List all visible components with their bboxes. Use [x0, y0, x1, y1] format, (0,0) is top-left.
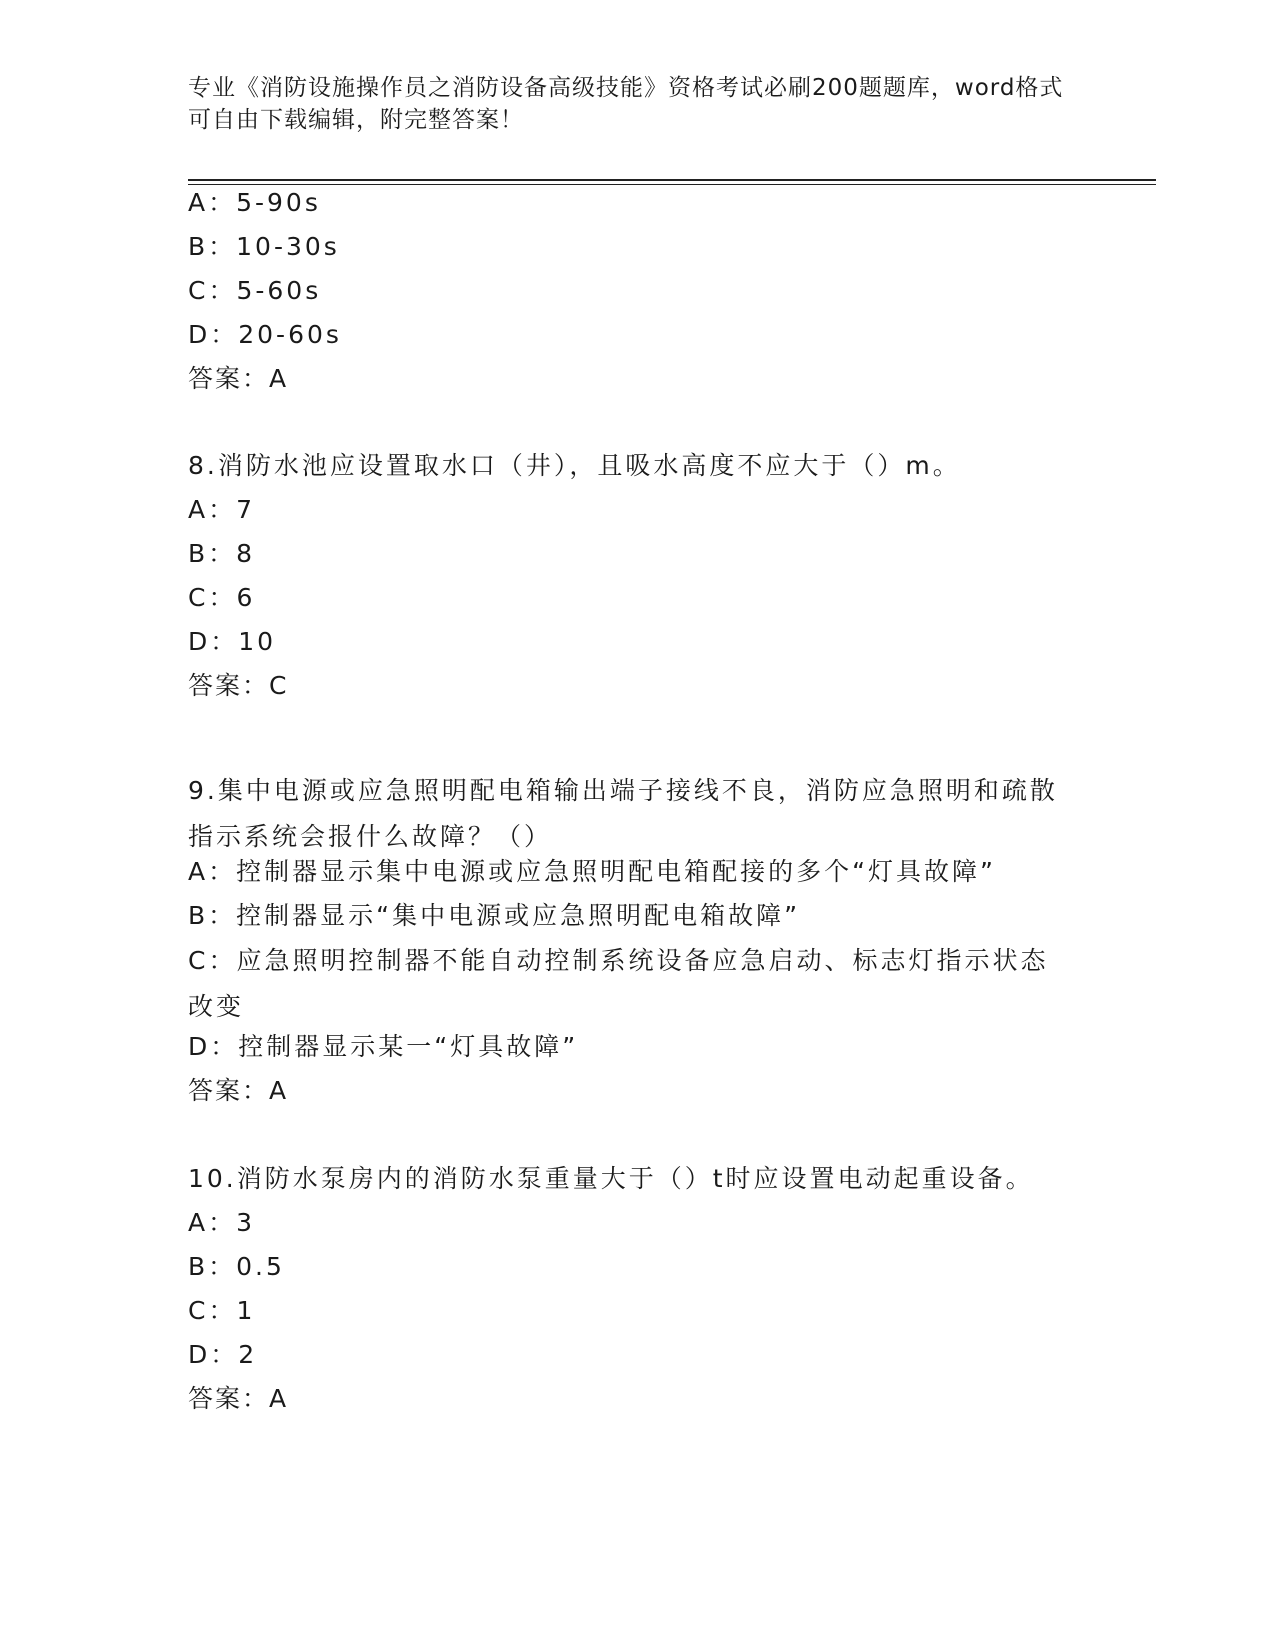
q10-option-d: D：2: [188, 1340, 258, 1369]
q8-option-a: A：7: [188, 495, 256, 524]
q9-answer: 答案：A: [188, 1076, 289, 1105]
q8-option-b: B：8: [188, 539, 256, 568]
q9-stem: 9.集中电源或应急照明配电箱输出端子接线不良，消防应急照明和疏散指示系统会报什么故障？（）: [188, 776, 1058, 851]
q10-option-a: A：3: [188, 1208, 256, 1237]
q9-option-d: D：控制器显示某一“灯具故障”: [188, 1032, 579, 1061]
q8-option-c: C：6: [188, 583, 256, 612]
q9-option-b: B：控制器显示“集中电源或应急照明配电箱故障”: [188, 901, 801, 930]
header-divider: [188, 179, 1156, 181]
q8-option-d: D：10: [188, 627, 277, 656]
q10-stem: 10.消防水泵房内的消防水泵重量大于（）t时应设置电动起重设备。: [188, 1164, 1034, 1193]
q8-answer: 答案：C: [188, 671, 289, 700]
q10-option-c: C：1: [188, 1296, 256, 1325]
prev-option-a: A：5-90s: [188, 188, 321, 217]
prev-option-c: C：5-60s: [188, 276, 322, 305]
prev-answer: 答案：A: [188, 364, 289, 393]
q10-answer: 答案：A: [188, 1384, 289, 1413]
prev-option-d: D：20-60s: [188, 320, 342, 349]
q10-option-b: B：0.5: [188, 1252, 285, 1281]
q9-option-c: C：应急照明控制器不能自动控制系统设备应急启动、标志灯指示状态改变: [188, 946, 1049, 1021]
document-header: 专业《消防设施操作员之消防设备高级技能》资格考试必刷200题题库，word格式可自由下载编辑，附完整答案！: [188, 75, 1064, 133]
header-divider-thin: [188, 184, 1156, 185]
q8-stem: 8.消防水池应设置取水口（井），且吸水高度不应大于（）m。: [188, 451, 961, 480]
q9-option-a: A：控制器显示集中电源或应急照明配电箱配接的多个“灯具故障”: [188, 857, 997, 886]
prev-option-b: B：10-30s: [188, 232, 340, 261]
